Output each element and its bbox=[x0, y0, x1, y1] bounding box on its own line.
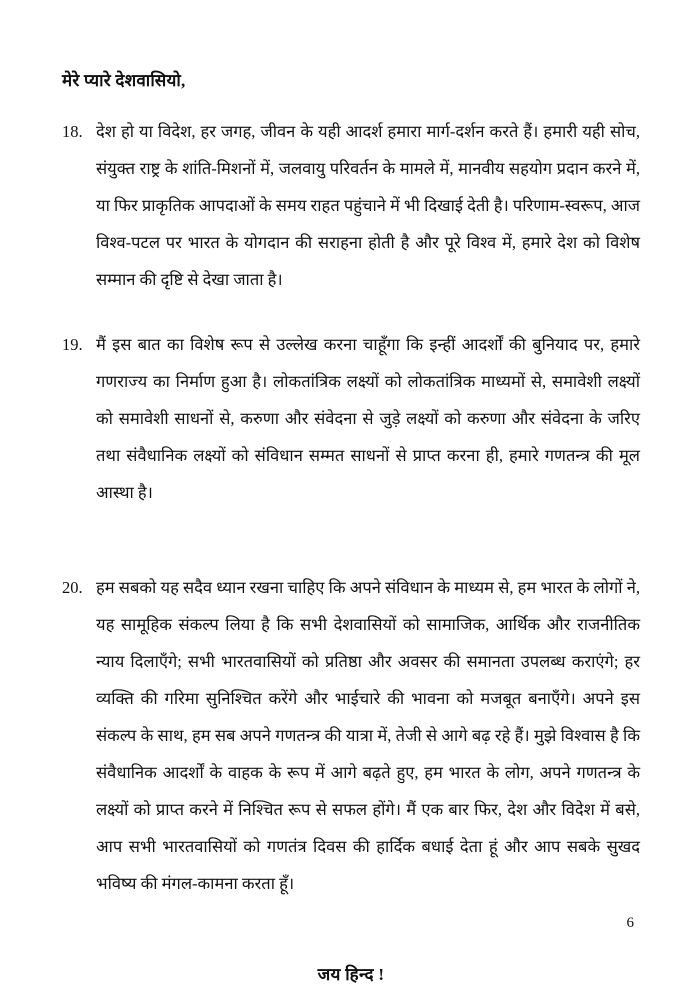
paragraph-20 bbox=[62, 569, 640, 902]
paragraph-text: देश हो या विदेश, हर जगह, जीवन के यही आदर्श हमारा मार्ग-दर्शन करते हैं। हमारी यही सोच, संयुक्त राष्ट्र के शांति-मिशनों में, जलवायु परिवर्तन के मामले में, मानवीय सहयोग प्रदान करने में, या फिर प्राकृतिक आपदाओं के समय राहत पहुंचाने में भी दिखाई देती है। परिणाम-स्वरूप, आज विश्व-पटल पर भारत के योगदान की सराहना होती है और पूरे विश्व में, हमारे देश को विशेष सम्मान की दृष्टि से देखा जाता है। bbox=[96, 122, 640, 289]
closing-slogan: जय हिन्द ! bbox=[317, 965, 385, 984]
paragraph-text: हम सबको यह सदैव ध्यान रखना चाहिए कि अपने संविधान के माध्यम से, हम भारत के लोगों ने, यह सामूहिक संकल्प लिया है कि सभी देशवासियों को सामाजिक, आर्थिक और राजनीतिक न्याय दिलाएँगे; सभी भारतवासियों को प्रतिष्ठा और अवसर की समानता उपलब्ध कराएंगे; हर व्यक्ति की गरिमा सुनिश्चित करेंगे और भाईचारे की भावना को मजबूत बनाएँगे। अपने इस संकल्प के साथ, हम सब अपने गणतन्त्र की यात्रा में, तेजी से आगे बढ़ रहे हैं। मुझे विश्वास है कि संवैधानिक आदर्शों के वाहक के रूप में आगे बढ़ते हुए, हम भारत के लोग, अपने गणतन्त्र के लक्ष्यों को प्राप्त करने में निश्चित रूप से सफल होंगे। मैं एक बार फिर, देश और विदेश में बसे, आप सभी भारतवासियों को गणतंत्र दिवस की हार्दिक बधाई देता हूं और आप सबके सुखद भविष्य की मंगल-कामना करता हूँ। bbox=[96, 578, 640, 893]
paragraph-number: 18. bbox=[62, 122, 83, 141]
paragraph-text: मैं इस बात का विशेष रूप से उल्लेख करना चाहूँगा कि इन्हीं आदर्शों की बुनियाद पर, हमारे गणराज्य का निर्माण हुआ है। लोकतांत्रिक लक्ष्यों को लोकतांत्रिक माध्यमों से, समावेशी लक्ष्यों को समावेशी साधनों से, करुणा और संवेदना से जुड़े लक्ष्यों को करुणा और संवेदना के जरिए तथा संवैधानिक लक्ष्यों को संविधान सम्मत साधनों से प्राप्त करना ही, हमारे गणतन्त्र की मूल आस्था है। bbox=[96, 335, 640, 502]
document-content bbox=[62, 68, 640, 990]
paragraph-number: 20. bbox=[62, 578, 83, 597]
page-number: 6 bbox=[626, 915, 634, 931]
paragraph-number: 19. bbox=[62, 335, 83, 354]
salutation-heading: मेरे प्यारे देशवासियो, bbox=[62, 71, 186, 90]
paragraph-18 bbox=[62, 113, 640, 298]
paragraph-19 bbox=[62, 326, 640, 511]
